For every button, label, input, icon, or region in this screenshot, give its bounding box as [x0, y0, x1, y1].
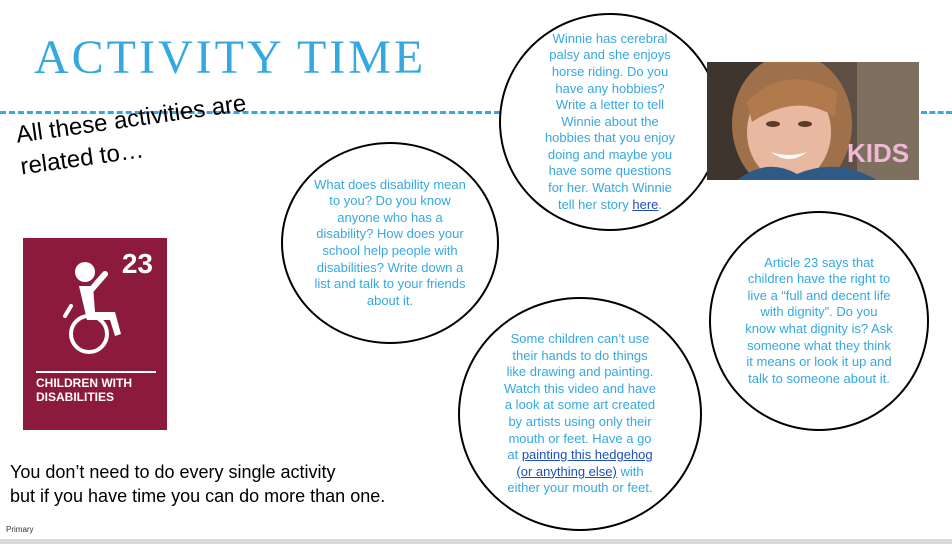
activity-text-disability: What does disability mean to you? Do you know anyone who has a disability? How does your school help people with disabilities? Write down a list and talk to your friends about it. [314, 176, 466, 308]
footer-line-2: but if you have time you can do more than one. [10, 486, 386, 506]
subtitle-line-1: All these activities are [14, 89, 248, 149]
activity-text-winnie [541, 31, 679, 214]
footer-note [10, 460, 385, 508]
art-text: Some children can’t use their hands to do things like drawing and painting. Watch this video and have a look at some art created by artists using only their mouth or feet. Have a go at [504, 331, 656, 463]
subtitle-line-2: related to… [18, 136, 146, 181]
sdg-label: CHILDREN WITH DISABILITIES [36, 376, 132, 404]
winnie-text: Winnie has cerebral palsy and she enjoys horse riding. Do you have any hobbies? Write a letter to tell Winnie about the hobbies that you enjoy doing and maybe you have some questions for her. Watch Winnie tell her story [544, 30, 676, 212]
sdg-23-tile [23, 238, 167, 430]
primary-tag: Primary [6, 525, 34, 534]
bottom-bar [0, 539, 952, 544]
sdg-number: 23 [121, 248, 153, 279]
activity-circle-art [458, 297, 702, 531]
art-text-end: with either your mouth or feet. [507, 463, 653, 496]
activity-text-article23: Article 23 says that children have the right to live a “full and decent life with dignity”. Do you know what dignity is? Ask someone what they think it means or look it up and talk to someone about it. [745, 254, 893, 386]
winnie-text-end: . [658, 196, 663, 212]
footer-line-1: You don’t need to do every single activity [10, 462, 336, 482]
painting-hedgehog-link[interactable]: painting this hedgehog (or anything else) [516, 447, 653, 479]
activity-circle-article23 [709, 211, 929, 431]
winnie-story-link[interactable]: here [632, 196, 659, 212]
sdg-divider [36, 371, 156, 373]
child-photo-image [707, 62, 919, 180]
subtitle [14, 88, 253, 184]
winnie-photo [707, 62, 919, 180]
slide-title: ACTIVITY TIME [34, 31, 427, 84]
dashed-divider-right [921, 111, 952, 114]
activity-circle-disability [281, 142, 499, 344]
wheelchair-icon [61, 260, 131, 360]
activity-circle-winnie [499, 13, 721, 231]
kids-watermark-text: KIDS [847, 138, 910, 168]
activity-text-art [502, 331, 658, 497]
